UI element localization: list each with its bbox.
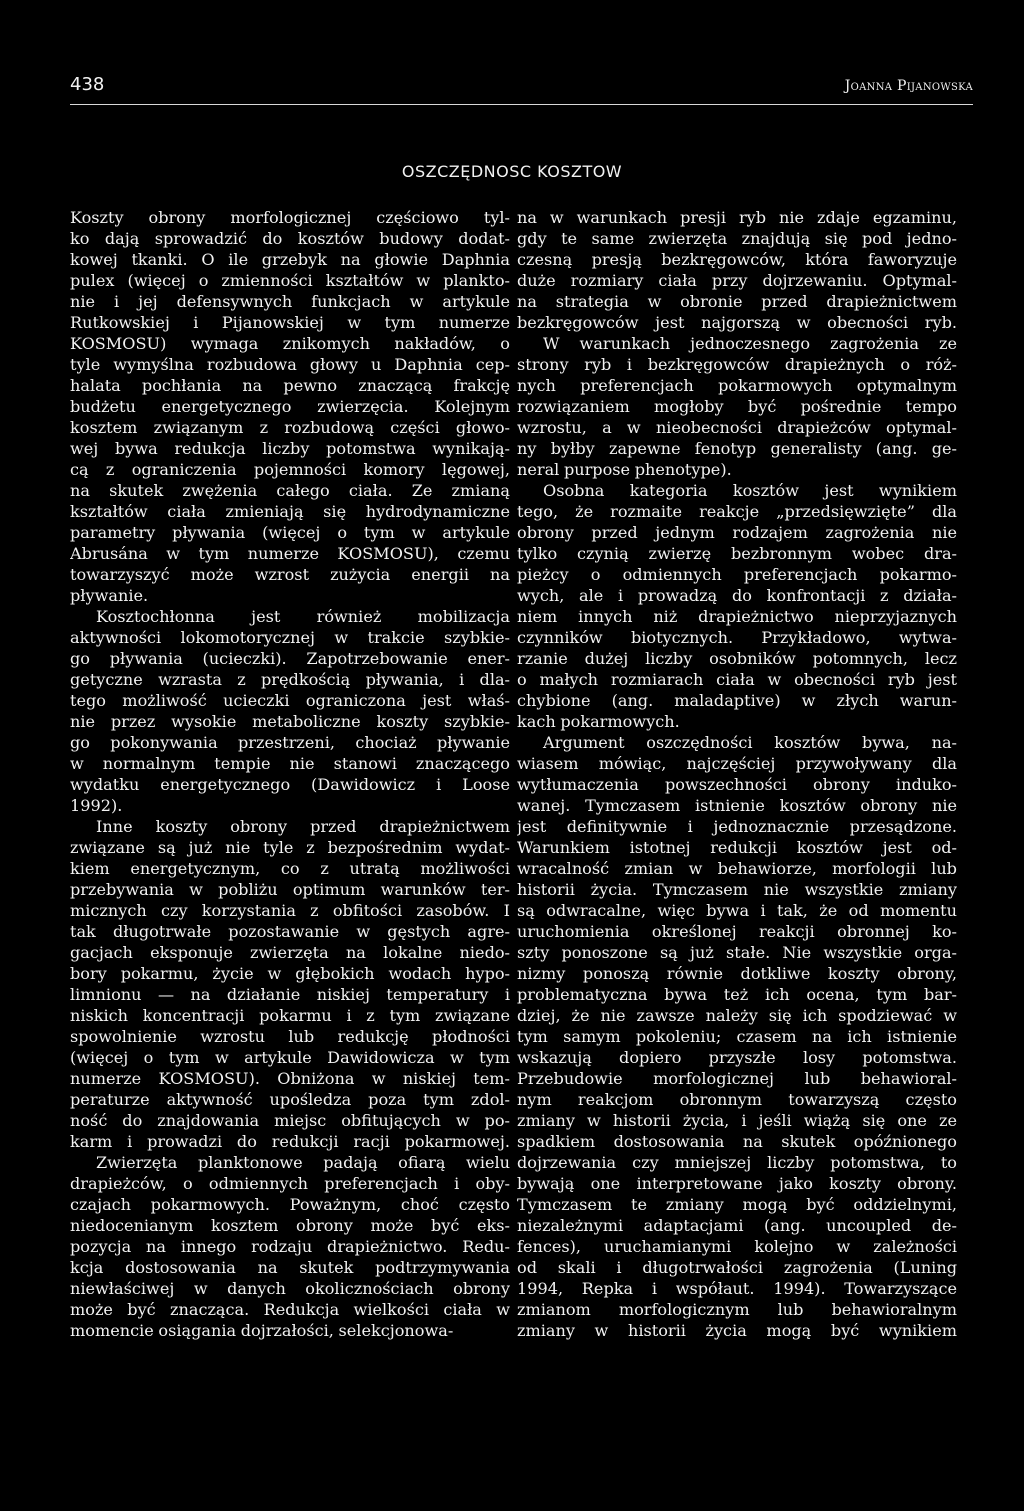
text-line: 1992). xyxy=(70,796,123,815)
text-line: może być znacząca. Redukcja wielkości ciała w xyxy=(70,1300,510,1319)
text-line: wracalność zmian w behawiorze, morfologii lub xyxy=(517,859,957,878)
text-line: rzanie dużej liczby osobników potomnych, lecz xyxy=(517,649,957,668)
text-line: numerze KOSMOSU). Obniżona w niskiej tem- xyxy=(70,1069,510,1088)
text-line: uruchomienia określonej reakcji obronnej ko- xyxy=(517,922,957,941)
text-line: kcja dostosowania na skutek podtrzymywania xyxy=(70,1258,510,1277)
text-line: niezależnymi adaptacjami (ang. uncoupled de- xyxy=(517,1216,957,1235)
text-line: momencie osiągania dojrzałości, selekcjonowa- xyxy=(70,1321,454,1340)
text-line: kształtów ciała zmieniają się hydrodynamiczne xyxy=(70,502,510,521)
text-line: historii życia. Tymczasem nie wszystkie zmiany xyxy=(517,880,957,899)
text-column-left xyxy=(70,207,510,1341)
text-line: w normalnym tempie nie stanowi znaczącego xyxy=(70,754,510,773)
text-line: pieżcy o odmiennych preferencjach pokarmo- xyxy=(517,565,957,584)
text-line: pozycja na innego rodzaju drapieżnictwo. Redu- xyxy=(70,1237,510,1256)
text-line: Osobna kategoria kosztów jest wynikiem xyxy=(543,481,957,500)
text-line: pulex (więcej o zmienności kształtów w plankto- xyxy=(70,271,510,290)
page-header xyxy=(70,74,973,105)
text-line: wych, ale i prowadzą do konfrontacji z działa- xyxy=(517,586,957,605)
text-line: towarzyszyć może wzrost zużycia energii na xyxy=(70,565,510,584)
text-line: rozwiązaniem mogłoby być pośrednie tempo xyxy=(517,397,957,416)
text-line: tego możliwość ucieczki ograniczona jest właś- xyxy=(70,691,510,710)
text-line: spowolnienie wzrostu lub redukcję płodności xyxy=(70,1027,510,1046)
text-line: wiasem mówiąc, najczęściej przywoływany dla xyxy=(517,754,957,773)
text-line: spadkiem dostosowania na skutek opóźnionego xyxy=(517,1132,957,1151)
text-line: czesną presją bezkręgowców, która faworyzuje xyxy=(517,250,957,269)
text-line: tylko czynią zwierzę bezbronnym wobec dra- xyxy=(517,544,957,563)
text-line: wanej. Tymczasem istnienie kosztów obrony nie xyxy=(517,796,957,815)
text-line: od skali i długotrwałości zagrożenia (Luning xyxy=(517,1258,957,1277)
text-line: nizmy ponoszą równie dotkliwe koszty obrony, xyxy=(517,964,957,983)
text-line: go pokonywania przestrzeni, chociaż pływanie xyxy=(70,733,510,752)
text-line: halata pochłania na pewno znaczącą frakcję xyxy=(70,376,510,395)
text-line: nie i jej defensywnych funkcjach w artykule xyxy=(70,292,510,311)
text-line: wej bywa redukcja liczby potomstwa wynikają- xyxy=(70,439,510,458)
text-line: na w warunkach presji ryb nie zdaje egzaminu, xyxy=(517,208,957,227)
text-line: bezkręgowców jest najgorszą w obecności ryb. xyxy=(517,313,957,332)
text-line: cą z ograniczenia pojemności komory lęgowej, xyxy=(70,460,510,479)
text-line: bory pokarmu, życie w głębokich wodach hypo- xyxy=(70,964,510,983)
text-line: obrony przed jednym rodzajem zagrożenia nie xyxy=(517,523,957,542)
running-head-author: Joanna Pijanowska xyxy=(844,78,973,94)
text-line: czynników biotycznych. Przykładowo, wytwa- xyxy=(517,628,957,647)
page-number: 438 xyxy=(70,74,105,95)
text-line: aktywności lokomotorycznej w trakcie szybkie- xyxy=(70,628,510,647)
text-line: kiem energetycznym, co z utratą możliwości xyxy=(70,859,510,878)
text-line: wzrostu, a w nieobecności drapieżców optymal- xyxy=(517,418,957,437)
text-line: (więcej o tym w artykule Dawidowicza w tym xyxy=(70,1048,510,1067)
text-line: chybione (ang. maladaptive) w złych warun- xyxy=(517,691,957,710)
text-line: są odwracalne, więc bywa i tak, że od momentu xyxy=(517,901,957,920)
text-line: getyczne wzrasta z prędkością pływania, i dla- xyxy=(70,670,510,689)
text-line: micznych czy korzystania z obfitości zasobów. I xyxy=(70,901,510,920)
text-line: dziej, że nie zawsze należy się ich spodziewać w xyxy=(517,1006,957,1025)
text-line: duże rozmiary ciała przy dojrzewaniu. Optymal- xyxy=(517,271,957,290)
text-line: zmiany w historii życia mogą być wynikiem xyxy=(517,1321,957,1340)
text-line: na skutek zwężenia całego ciała. Ze zmianą xyxy=(70,481,510,500)
text-line: kosztem związanym z rozbudową części głowo- xyxy=(70,418,510,437)
text-line: Kosztochłonna jest również mobilizacja xyxy=(96,607,510,626)
text-line: tak długotrwałe pozostawanie w gęstych agre- xyxy=(70,922,510,941)
text-line: problematyczna bywa też ich ocena, tym bar- xyxy=(517,985,957,1004)
text-line: przebywania w pobliżu optimum warunków ter- xyxy=(70,880,510,899)
text-line: tyle wymyślna rozbudowa głowy u Daphnia cep- xyxy=(70,355,510,374)
text-line: limnionu — na działanie niskiej temperatury i xyxy=(70,985,510,1004)
section-title: OSZCZĘDNOSC KOSZTOW xyxy=(401,162,623,181)
text-column-right xyxy=(517,207,957,1341)
text-line: nym reakcjom obronnym towarzyszą często xyxy=(517,1090,957,1109)
text-line: zmianom morfologicznym lub behawioralnym xyxy=(517,1300,957,1319)
text-line: gdy te same zwierzęta znajdują się pod jedno- xyxy=(517,229,957,248)
text-line: fences), uruchamianymi kolejno w zależności xyxy=(517,1237,957,1256)
text-line: na strategia w obronie przed drapieżnictwem xyxy=(517,292,957,311)
text-line: nych preferencjach pokarmowych optymalnym xyxy=(517,376,957,395)
text-line: Abrusána w tym numerze KOSMOSU), czemu xyxy=(70,544,510,563)
text-line: karm i prowadzi do redukcji racji pokarmowej. xyxy=(70,1132,510,1151)
text-line: tego, że rozmaite reakcje „przedsięwzięte” dla xyxy=(517,502,957,521)
text-line: Koszty obrony morfologicznej częściowo tyl- xyxy=(70,208,510,227)
text-line: związane są już nie tyle z bezpośrednim wydat- xyxy=(70,838,510,857)
text-line: Tymczasem te zmiany mogą być oddzielnymi, xyxy=(517,1195,957,1214)
text-line: zmiany w historii życia, i jeśli wiążą się one ze xyxy=(517,1111,957,1130)
text-line: nie przez wysokie metaboliczne koszty szybkie- xyxy=(70,712,510,731)
text-line: Inne koszty obrony przed drapieżnictwem xyxy=(96,817,510,836)
text-line: niedocenianym kosztem obrony może być eks- xyxy=(70,1216,510,1235)
text-line: niewłaściwej w danych okolicznościach obrony xyxy=(70,1279,510,1298)
text-line: Przebudowie morfologicznej lub behawioral- xyxy=(517,1069,957,1088)
text-line: ko dają sprowadzić do kosztów budowy dodat- xyxy=(70,229,510,248)
text-line: wydatku energetycznego (Dawidowicz i Loose xyxy=(70,775,510,794)
text-line: 1994, Repka i współaut. 1994). Towarzyszące xyxy=(517,1279,957,1298)
text-line: niem innych niż drapieżnictwo nieprzyjaznych xyxy=(517,607,957,626)
text-line: bywają one interpretowane jako koszty obrony. xyxy=(517,1174,957,1193)
text-line: o małych rozmiarach ciała w obecności ryb jest xyxy=(517,670,957,689)
text-line: kach pokarmowych. xyxy=(517,712,680,731)
text-line: parametry pływania (więcej o tym w artykule xyxy=(70,523,510,542)
text-line: drapieżców, o odmiennych preferencjach i oby- xyxy=(70,1174,510,1193)
text-line: pływanie. xyxy=(70,586,149,605)
text-line: dojrzewania czy mniejszej liczby potomstwa, to xyxy=(517,1153,957,1172)
text-line: gacjach eksponuje zwierzęta na lokalne niedo- xyxy=(70,943,510,962)
text-line: ność do znajdowania miejsc obfitujących w po- xyxy=(70,1111,510,1130)
text-line: budżetu energetycznego zwierzęcia. Kolejnym xyxy=(70,397,510,416)
text-line: neral purpose phenotype). xyxy=(517,460,732,479)
text-line: szty ponoszone są już stałe. Nie wszystkie orga- xyxy=(517,943,957,962)
text-line: Zwierzęta planktonowe padają ofiarą wielu xyxy=(96,1153,510,1172)
text-line: Rutkowskiej i Pijanowskiej w tym numerze xyxy=(70,313,510,332)
text-line: czajach pokarmowych. Poważnym, choć często xyxy=(70,1195,510,1214)
text-line: Warunkiem istotnej redukcji kosztów jest od- xyxy=(517,838,957,857)
text-line: wytłumaczenia powszechności obrony indukо- xyxy=(517,775,957,794)
text-line: ny byłby zapewne fenotyp generalisty (ang. ge- xyxy=(517,439,957,458)
text-line: tym samym pokoleniu; czasem na ich istnienie xyxy=(517,1027,957,1046)
text-line: niskich koncentracji pokarmu i z tym związane xyxy=(70,1006,510,1025)
text-line: W warunkach jednoczesnego zagrożenia ze xyxy=(543,334,957,353)
text-line: go pływania (ucieczki). Zapotrzebowanie ener- xyxy=(70,649,510,668)
text-line: Argument oszczędności kosztów bywa, na- xyxy=(543,733,957,752)
text-line: strony ryb i bezkręgowców drapieżnych o róż- xyxy=(517,355,957,374)
text-line: jest definitywnie i jednoznacznie przesądzone. xyxy=(517,817,957,836)
text-line: kowej tkanki. O ile grzebyk na głowie Daphnia xyxy=(70,250,510,269)
text-line: KOSMOSU) wymaga znikomych nakładów, o xyxy=(70,334,510,353)
text-line: wskazują dopiero przyszłe losy potomstwa. xyxy=(517,1048,957,1067)
text-line: peraturze aktywność upośledza poza tym zdol- xyxy=(70,1090,510,1109)
